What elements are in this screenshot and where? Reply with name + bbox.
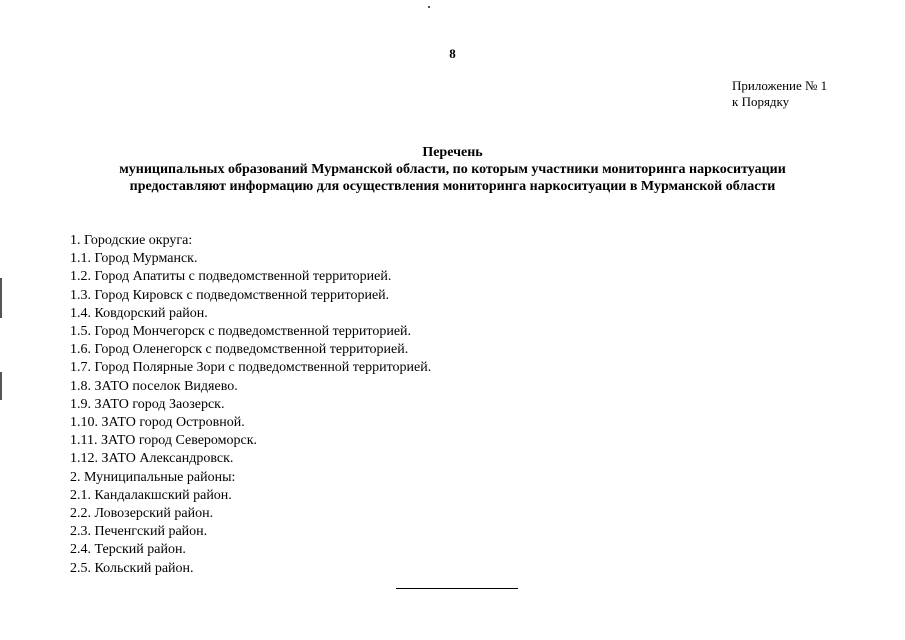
list-item: 1.10. ЗАТО город Островной. [70, 415, 245, 431]
scan-edge-mark [0, 372, 2, 400]
end-separator-line [396, 588, 518, 589]
list-item: 1.12. ЗАТО Александровск. [70, 451, 234, 467]
list-item: 2.4. Терский район. [70, 542, 186, 558]
appendix-note [732, 78, 827, 110]
page-number: 8 [449, 46, 456, 61]
list-item: 1.1. Город Мурманск. [70, 251, 198, 267]
heading-title: Перечень [422, 145, 483, 160]
heading-subtitle-line: предоставляют информацию для осуществления мониторинга наркоситуации в Мурманской области [129, 179, 776, 194]
list-item: 2.1. Кандалакшский район. [70, 487, 232, 503]
list-item: 2.2. Ловозерский район. [70, 506, 214, 522]
list-item: 1.5. Город Мончегорск с подведомственной территорией. [70, 324, 412, 340]
list-item: 1.9. ЗАТО город Заозерск. [70, 396, 225, 412]
document-heading [40, 144, 865, 195]
list-item: 1.3. Город Кировск с подведомственной территорией. [70, 287, 390, 303]
scan-edge-mark [0, 278, 2, 318]
appendix-line: Приложение № 1 [732, 78, 828, 93]
list-item: 1.4. Ковдорский район. [70, 305, 208, 321]
list-item: 1.2. Город Апатиты с подведомственной территорией. [70, 269, 392, 285]
appendix-line: к Порядку [732, 94, 790, 109]
heading-subtitle-line: муниципальных образований Мурманской области, по которым участники мониторинга наркоситуации [119, 162, 786, 177]
list-item: 1.8. ЗАТО поселок Видяево. [70, 378, 238, 394]
list-item: 1. Городские округа: [70, 233, 193, 248]
list-item: 1.6. Город Оленегорск с подведомственной территорией. [70, 342, 409, 358]
list-item: 1.7. Город Полярные Зори с подведомственной территорией. [70, 360, 432, 376]
list-item: 2.3. Печенгский район. [70, 524, 208, 540]
municipality-list [70, 232, 431, 578]
list-item: 2.5. Кольский район. [70, 560, 194, 576]
list-item: 2. Муниципальные районы: [70, 469, 236, 485]
scan-speck [428, 6, 430, 8]
list-item: 1.11. ЗАТО город Североморск. [70, 433, 258, 449]
